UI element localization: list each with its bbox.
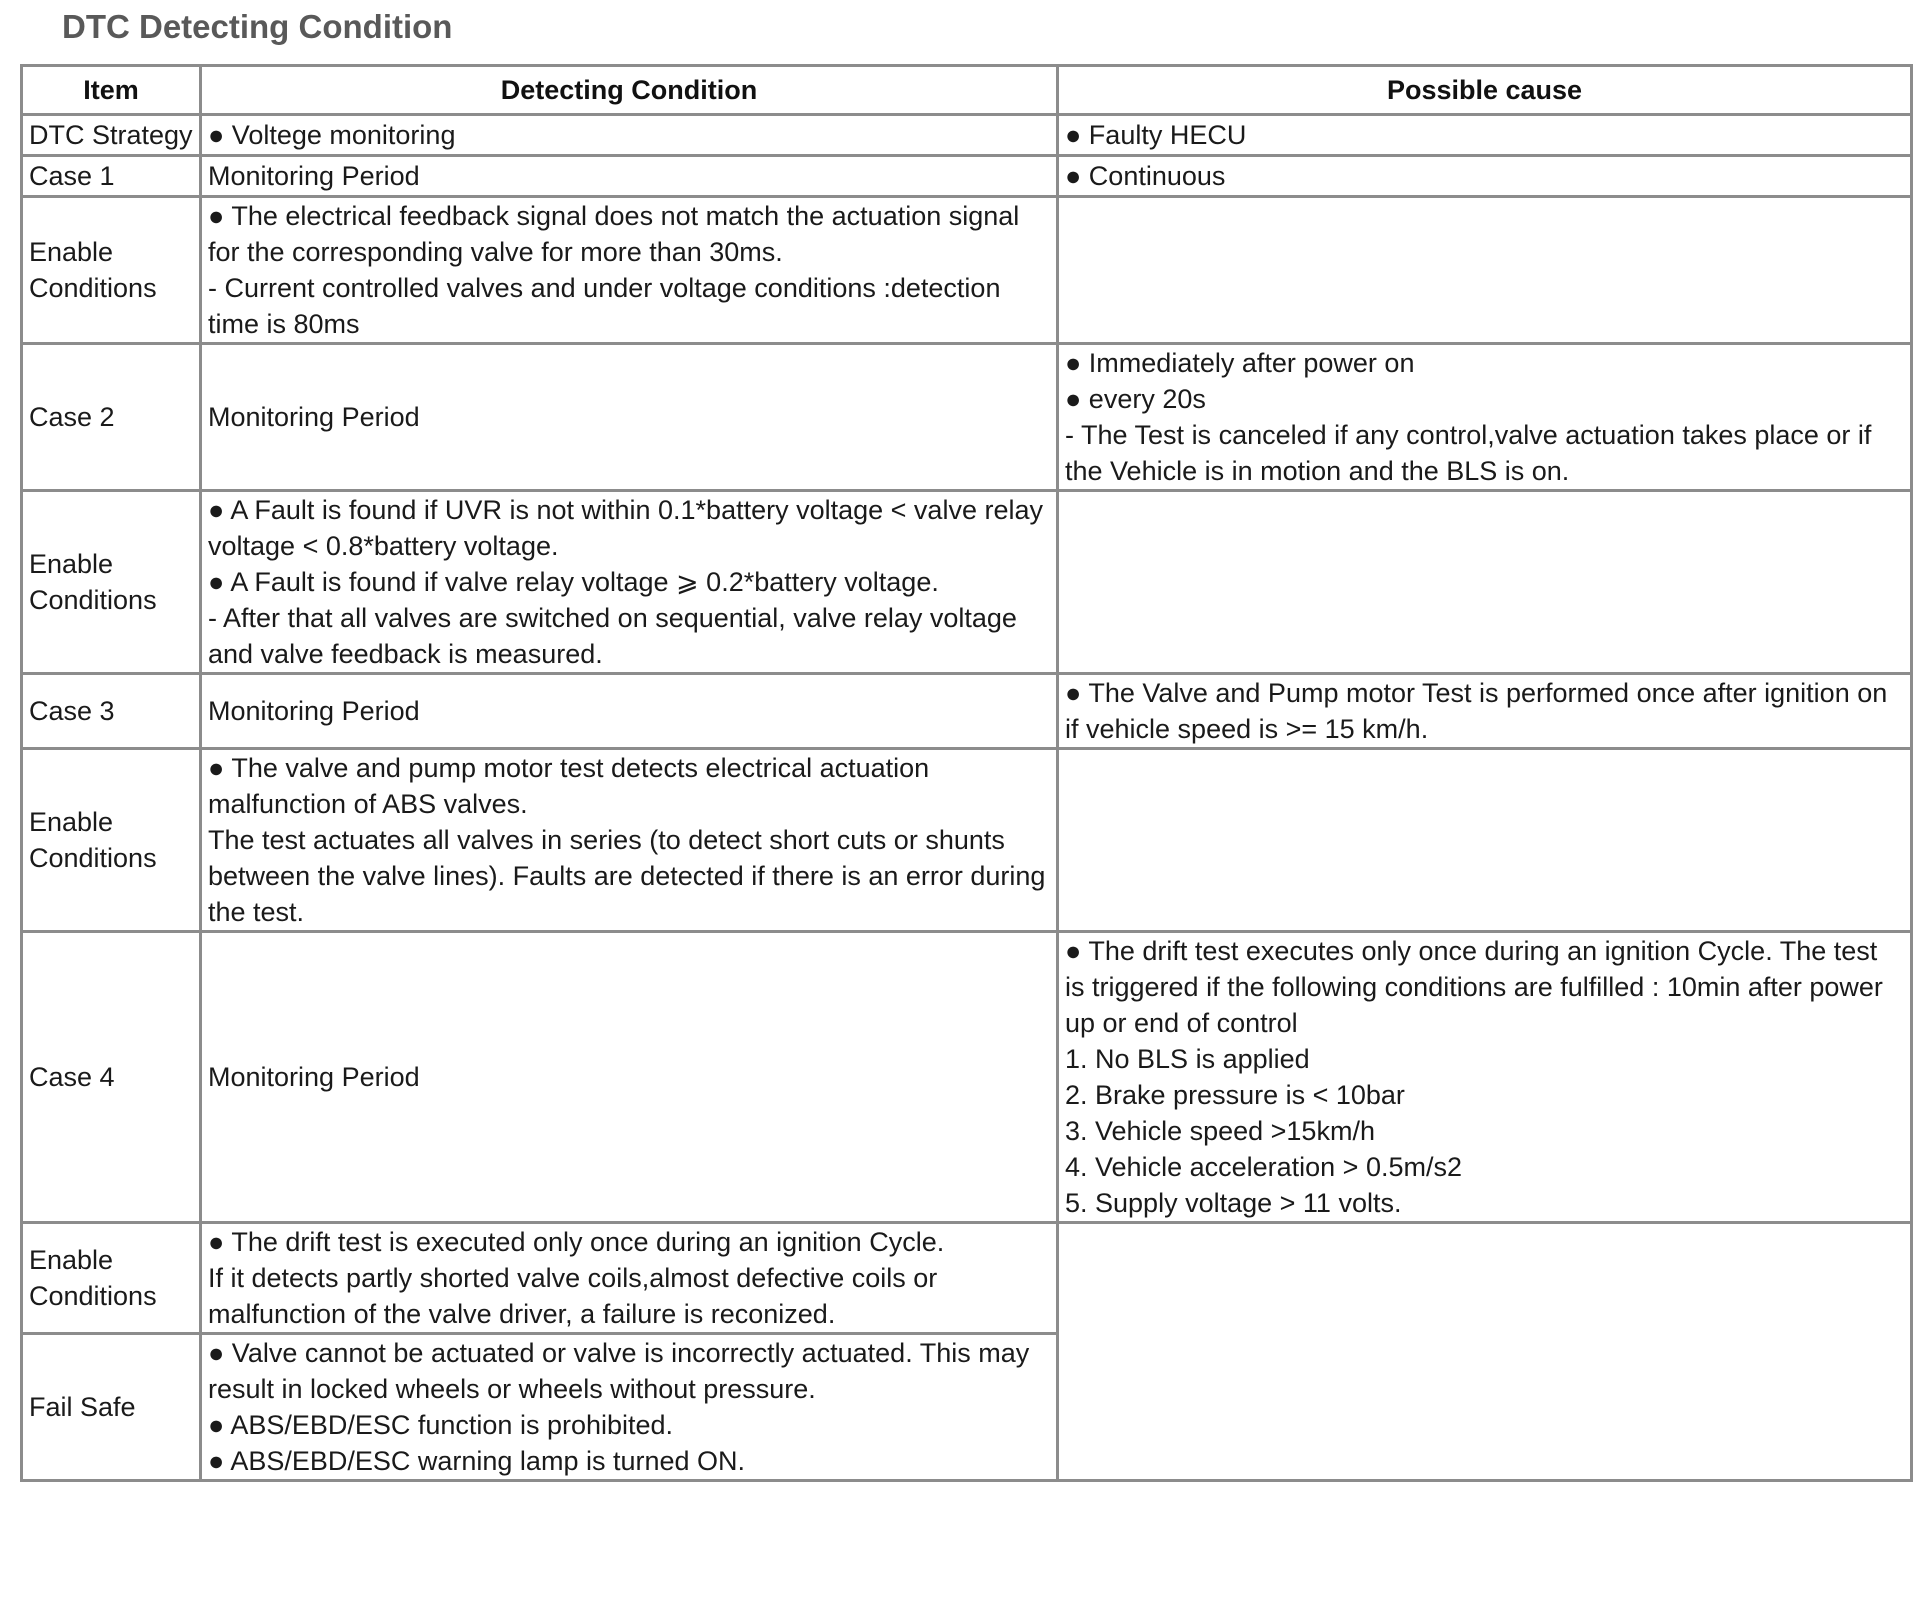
cell-text-line: - The Test is canceled if any control,valve actuation takes place or if xyxy=(1065,420,1872,450)
cell-text-line: - After that all valves are switched on sequential, valve relay voltage xyxy=(208,603,1017,633)
table-row xyxy=(22,749,1912,932)
cell-text-line: and valve feedback is measured. xyxy=(208,639,603,669)
table-row xyxy=(22,344,1912,491)
cell-text-line: ● The electrical feedback signal does not match the actuation signal xyxy=(208,201,1020,231)
cell-text-line: up or end of control xyxy=(1065,1008,1298,1038)
cell-text-line: Monitoring Period xyxy=(208,1062,420,1092)
cell-text-line: Monitoring Period xyxy=(208,402,420,432)
table-row xyxy=(22,197,1912,344)
item-cell xyxy=(22,491,201,674)
item-cell xyxy=(22,749,201,932)
possible-cause-cell xyxy=(1058,491,1912,674)
cell-text-line: If it detects partly shorted valve coils,almost defective coils or xyxy=(208,1263,938,1293)
item-cell xyxy=(22,1223,201,1334)
cell-text-line: 4. Vehicle acceleration > 0.5m/s2 xyxy=(1065,1152,1462,1182)
possible-cause-cell xyxy=(1058,932,1912,1223)
cell-text-line: 5. Supply voltage > 11 volts. xyxy=(1065,1188,1402,1218)
table-header xyxy=(22,66,1912,115)
possible-cause-cell xyxy=(1058,344,1912,491)
cell-text-line: Monitoring Period xyxy=(208,696,420,726)
cell-text-line: result in locked wheels or wheels without pressure. xyxy=(208,1374,816,1404)
column-header-detecting-condition: Detecting Condition xyxy=(201,66,1058,115)
column-header-possible-cause: Possible cause xyxy=(1058,66,1912,115)
cell-text-line: Case 2 xyxy=(29,402,115,432)
table-body xyxy=(22,115,1912,1481)
cell-text-line: ● A Fault is found if valve relay voltage ⩾ 0.2*battery voltage. xyxy=(208,567,939,597)
possible-cause-cell xyxy=(1058,115,1912,156)
item-cell xyxy=(22,932,201,1223)
column-header-item: Item xyxy=(22,66,201,115)
cell-text-line: is triggered if the following conditions are fulfilled : 10min after power xyxy=(1065,972,1883,1002)
detecting-condition-cell xyxy=(201,1334,1058,1481)
cell-text-line: between the valve lines). Faults are detected if there is an error during xyxy=(208,861,1046,891)
cell-text-line: Monitoring Period xyxy=(208,161,420,191)
table-row xyxy=(22,491,1912,674)
detecting-condition-cell xyxy=(201,344,1058,491)
cell-text-line: the Vehicle is in motion and the BLS is on. xyxy=(1065,456,1570,486)
cell-text-line: 3. Vehicle speed >15km/h xyxy=(1065,1116,1375,1146)
cell-text-line: ● The drift test executes only once during an ignition Cycle. The test xyxy=(1065,936,1878,966)
page-title: DTC Detecting Condition xyxy=(62,8,453,45)
cell-text-line: ● Continuous xyxy=(1065,161,1226,191)
cell-text-line: Case 1 xyxy=(29,161,115,191)
header-row xyxy=(22,66,1912,115)
cell-text-line: ● Faulty HECU xyxy=(1065,120,1247,150)
cell-text-line: Enable xyxy=(29,549,114,579)
item-cell xyxy=(22,344,201,491)
cell-text-line: The test actuates all valves in series (to detect short cuts or shunts xyxy=(208,825,1005,855)
cell-text-line: ● Valve cannot be actuated or valve is incorrectly actuated. This may xyxy=(208,1338,1030,1368)
table-row xyxy=(22,115,1912,156)
item-cell xyxy=(22,156,201,197)
table-row xyxy=(22,1223,1912,1334)
cell-text-line: Conditions xyxy=(29,273,157,303)
cell-text-line: malfunction of the valve driver, a failure is reconized. xyxy=(208,1299,836,1329)
possible-cause-cell xyxy=(1058,749,1912,932)
detecting-condition-cell xyxy=(201,491,1058,674)
cell-text-line: Case 3 xyxy=(29,696,115,726)
possible-cause-cell xyxy=(1058,197,1912,344)
cell-text-line: ● Immediately after power on xyxy=(1065,348,1415,378)
cell-text-line: malfunction of ABS valves. xyxy=(208,789,528,819)
cell-text-line: time is 80ms xyxy=(208,309,360,339)
cell-text-line: Conditions xyxy=(29,585,157,615)
item-cell xyxy=(22,197,201,344)
cell-text-line: ● ABS/EBD/ESC warning lamp is turned ON. xyxy=(208,1446,746,1476)
detecting-condition-cell xyxy=(201,674,1058,749)
detecting-condition-cell xyxy=(201,749,1058,932)
cell-text-line: ● The drift test is executed only once during an ignition Cycle. xyxy=(208,1227,945,1257)
detecting-condition-cell xyxy=(201,115,1058,156)
cell-text-line: - Current controlled valves and under voltage conditions :detection xyxy=(208,273,1001,303)
cell-text-line: if vehicle speed is >= 15 km/h. xyxy=(1065,714,1429,744)
table-row xyxy=(22,932,1912,1223)
item-cell xyxy=(22,1334,201,1481)
detecting-condition-cell xyxy=(201,197,1058,344)
cell-text-line: DTC Strategy xyxy=(29,120,193,150)
cell-text-line: Enable xyxy=(29,237,114,267)
cell-text-line: ● The Valve and Pump motor Test is performed once after ignition on xyxy=(1065,678,1888,708)
cell-text-line: Fail Safe xyxy=(29,1392,136,1422)
cell-text-line: Case 4 xyxy=(29,1062,115,1092)
cell-text-line: ● A Fault is found if UVR is not within 0.1*battery voltage < valve relay xyxy=(208,495,1043,525)
table-row xyxy=(22,156,1912,197)
detecting-condition-cell xyxy=(201,932,1058,1223)
cell-text-line: 1. No BLS is applied xyxy=(1065,1044,1310,1074)
cell-text-line: Conditions xyxy=(29,843,157,873)
cell-text-line: the test. xyxy=(208,897,305,927)
dtc-table xyxy=(20,64,1913,1482)
detecting-condition-cell xyxy=(201,1223,1058,1334)
cell-text-line: Enable xyxy=(29,1245,114,1275)
possible-cause-cell xyxy=(1058,1223,1912,1481)
item-cell xyxy=(22,674,201,749)
cell-text-line: 2. Brake pressure is < 10bar xyxy=(1065,1080,1405,1110)
cell-text-line: Conditions xyxy=(29,1281,157,1311)
possible-cause-cell xyxy=(1058,674,1912,749)
cell-text-line: ● Voltege monitoring xyxy=(208,120,456,150)
cell-text-line: Enable xyxy=(29,807,114,837)
cell-text-line: ● ABS/EBD/ESC function is prohibited. xyxy=(208,1410,674,1440)
cell-text-line: ● The valve and pump motor test detects electrical actuation xyxy=(208,753,930,783)
cell-text-line: for the corresponding valve for more than 30ms. xyxy=(208,237,783,267)
possible-cause-cell xyxy=(1058,156,1912,197)
item-cell xyxy=(22,115,201,156)
detecting-condition-cell xyxy=(201,156,1058,197)
table-row xyxy=(22,674,1912,749)
cell-text-line: voltage < 0.8*battery voltage. xyxy=(208,531,559,561)
cell-text-line: ● every 20s xyxy=(1065,384,1206,414)
